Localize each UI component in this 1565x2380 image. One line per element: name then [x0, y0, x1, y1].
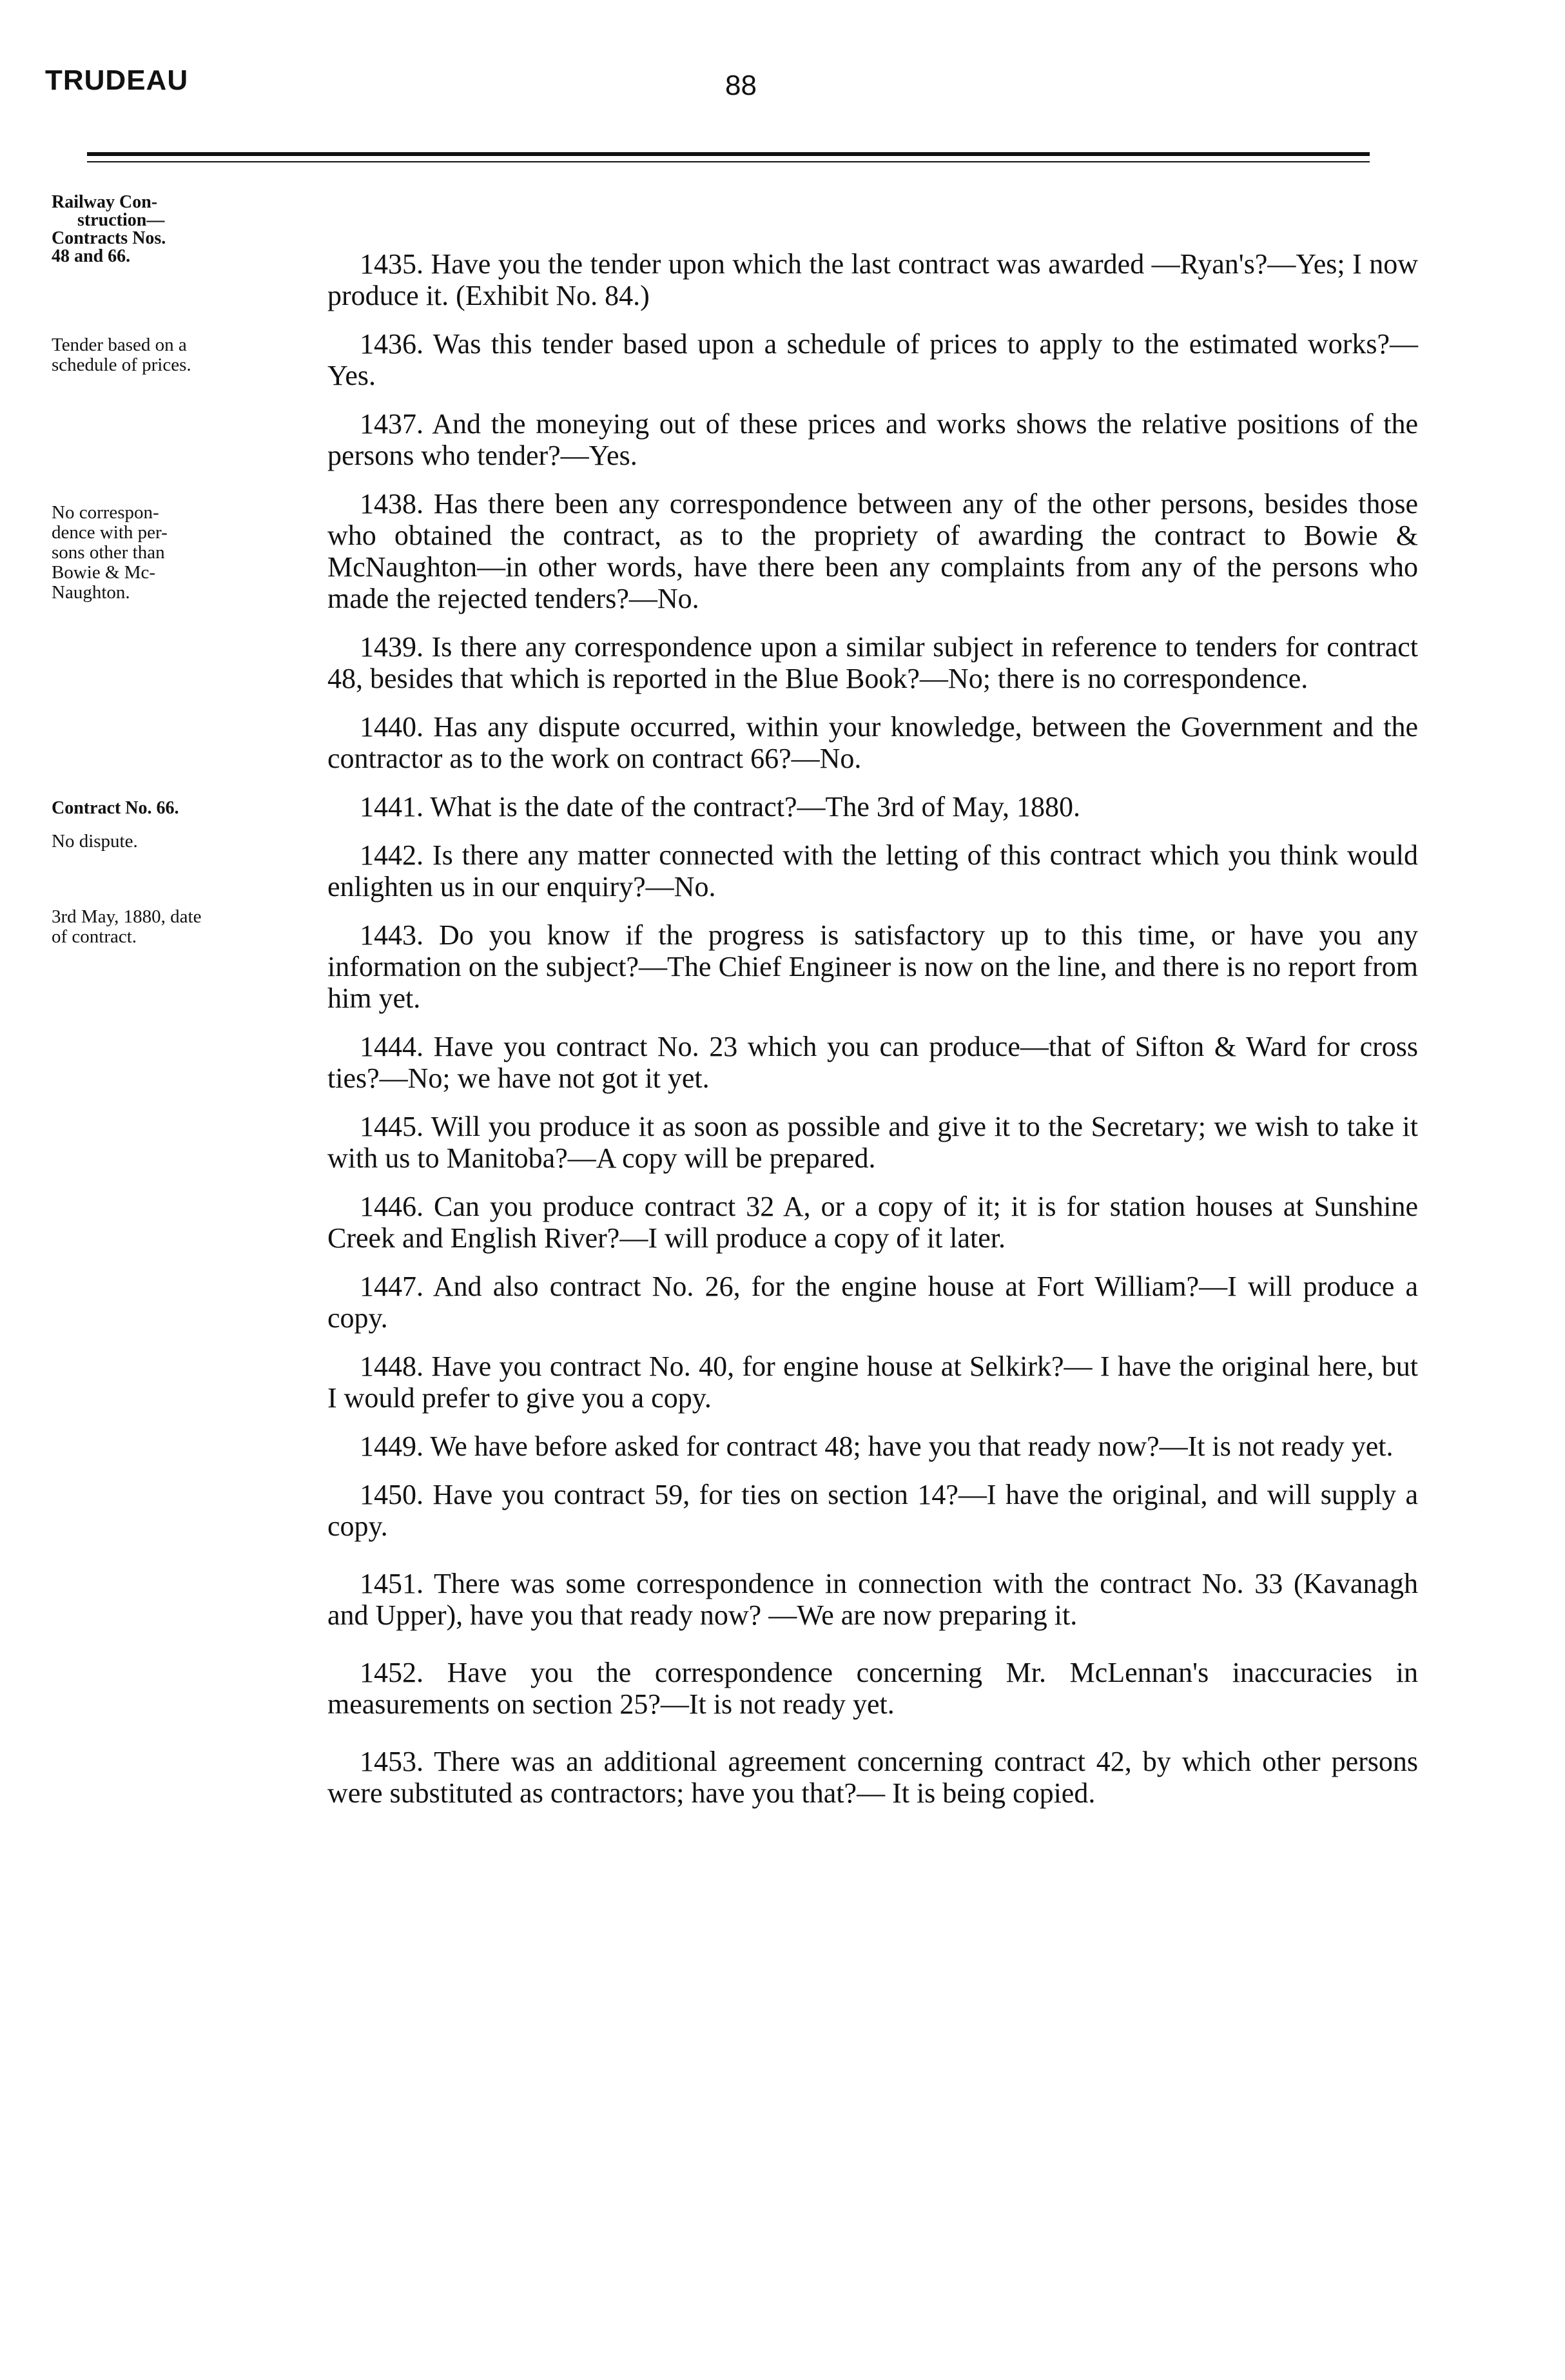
- margin-note-line: of contract.: [52, 926, 137, 947]
- margin-note-line: sons other than: [52, 542, 165, 563]
- question-1446: 1446. Can you produce contract 32 A, or a copy of it; it is for station houses at Sunshine Creek and English River?—I will produce a copy of it later.: [327, 1191, 1418, 1254]
- page-number: 88: [725, 70, 757, 101]
- margin-note-contract-66: [52, 799, 322, 817]
- margin-note-line: 3rd May, 1880, date: [52, 906, 202, 927]
- margin-note-line: 48 and 66.: [52, 246, 131, 266]
- question-1449: 1449. We have before asked for contract 48; have you that ready now?—It is not ready yet.: [360, 1430, 1394, 1462]
- question-1450: 1450. Have you contract 59, for ties on section 14?—I have the original, and will supply a copy.: [327, 1479, 1418, 1542]
- question-1437: 1437. And the moneying out of these prices and works shows the relative positions of the persons who tender?—Yes.: [327, 408, 1418, 471]
- margin-note-contract-date: [52, 907, 322, 947]
- margin-note-no-correspondence: [52, 503, 322, 603]
- margin-note-line: Tender based on a: [52, 335, 187, 355]
- question-1438: 1438. Has there been any correspondence between any of the other persons, besides those who obtained the contract, as to the propriety of awarding the contract to Bowie & McNaughton—in other words, have there been any complaints from any of the persons who made the rejected tenders?—No.: [327, 488, 1418, 614]
- margin-note-line: No correspon-: [52, 502, 159, 523]
- running-head-name: TRUDEAU: [45, 64, 189, 96]
- margin-note-line: Railway Con-: [52, 192, 158, 212]
- question-1448: 1448. Have you contract No. 40, for engine house at Selkirk?— I have the original here, but I would prefer to give you a copy.: [327, 1351, 1418, 1414]
- question-1440: 1440. Has any dispute occurred, within your knowledge, between the Government and the contractor as to the work on contract 66?—No.: [327, 711, 1418, 774]
- margin-note-line: dence with per-: [52, 522, 168, 543]
- question-1439: 1439. Is there any correspondence upon a similar subject in reference to tenders for contract 48, besides that which is reported in the Blue Book?—No; there is no correspondence.: [327, 631, 1418, 694]
- main-text: [327, 248, 1418, 1809]
- margin-note-line: Naughton.: [52, 582, 130, 603]
- question-1447: 1447. And also contract No. 26, for the engine house at Fort William?—I will produce a copy.: [327, 1271, 1418, 1334]
- header-rule-thick: [87, 152, 1370, 156]
- question-1435: 1435. Have you the tender upon which the last contract was awarded —Ryan's?—Yes; I now produce it. (Exhibit No. 84.): [327, 248, 1418, 311]
- question-1452: 1452. Have you the correspondence concerning Mr. McLennan's inaccuracies in measurements on section 25?—It is not ready yet.: [327, 1657, 1418, 1720]
- question-1443: 1443. Do you know if the progress is satisfactory up to this time, or have you any information on the subject?—The Chief Engineer is now on the line, and there is no report from him yet.: [327, 919, 1418, 1014]
- margin-note-no-dispute: [52, 832, 322, 852]
- question-1444: 1444. Have you contract No. 23 which you can produce—that of Sifton & Ward for cross ties?—No; we have not got it yet.: [327, 1031, 1418, 1094]
- header-rule-thin: [87, 161, 1370, 162]
- question-1436: 1436. Was this tender based upon a schedule of prices to apply to the estimated works?—Yes.: [327, 328, 1418, 391]
- margin-note-line: No dispute.: [52, 831, 138, 852]
- question-1442: 1442. Is there any matter connected with the letting of this contract which you think would enlighten us in our enquiry?—No.: [327, 839, 1418, 902]
- margin-note-tender-schedule: [52, 335, 322, 375]
- margin-note-line: Bowie & Mc-: [52, 562, 156, 583]
- margin-note-line: schedule of prices.: [52, 355, 191, 375]
- question-1451: 1451. There was some correspondence in connection with the contract No. 33 (Kavanagh and Upper), have you that ready now? —We are now preparing it.: [327, 1568, 1418, 1631]
- question-1445: 1445. Will you produce it as soon as possible and give it to the Secretary; we wish to take it with us to Manitoba?—A copy will be prepared.: [327, 1111, 1418, 1174]
- margin-note-line: Contracts Nos.: [52, 228, 166, 248]
- question-1441: 1441. What is the date of the contract?—The 3rd of May, 1880.: [360, 791, 1081, 823]
- question-1453: 1453. There was an additional agreement concerning contract 42, by which other persons were substituted as contractors; have you that?— It is being copied.: [327, 1746, 1418, 1809]
- margin-note-line: struction—: [77, 210, 165, 230]
- margin-note-railway-construction: [52, 193, 322, 266]
- margin-note-line: Contract No. 66.: [52, 798, 179, 818]
